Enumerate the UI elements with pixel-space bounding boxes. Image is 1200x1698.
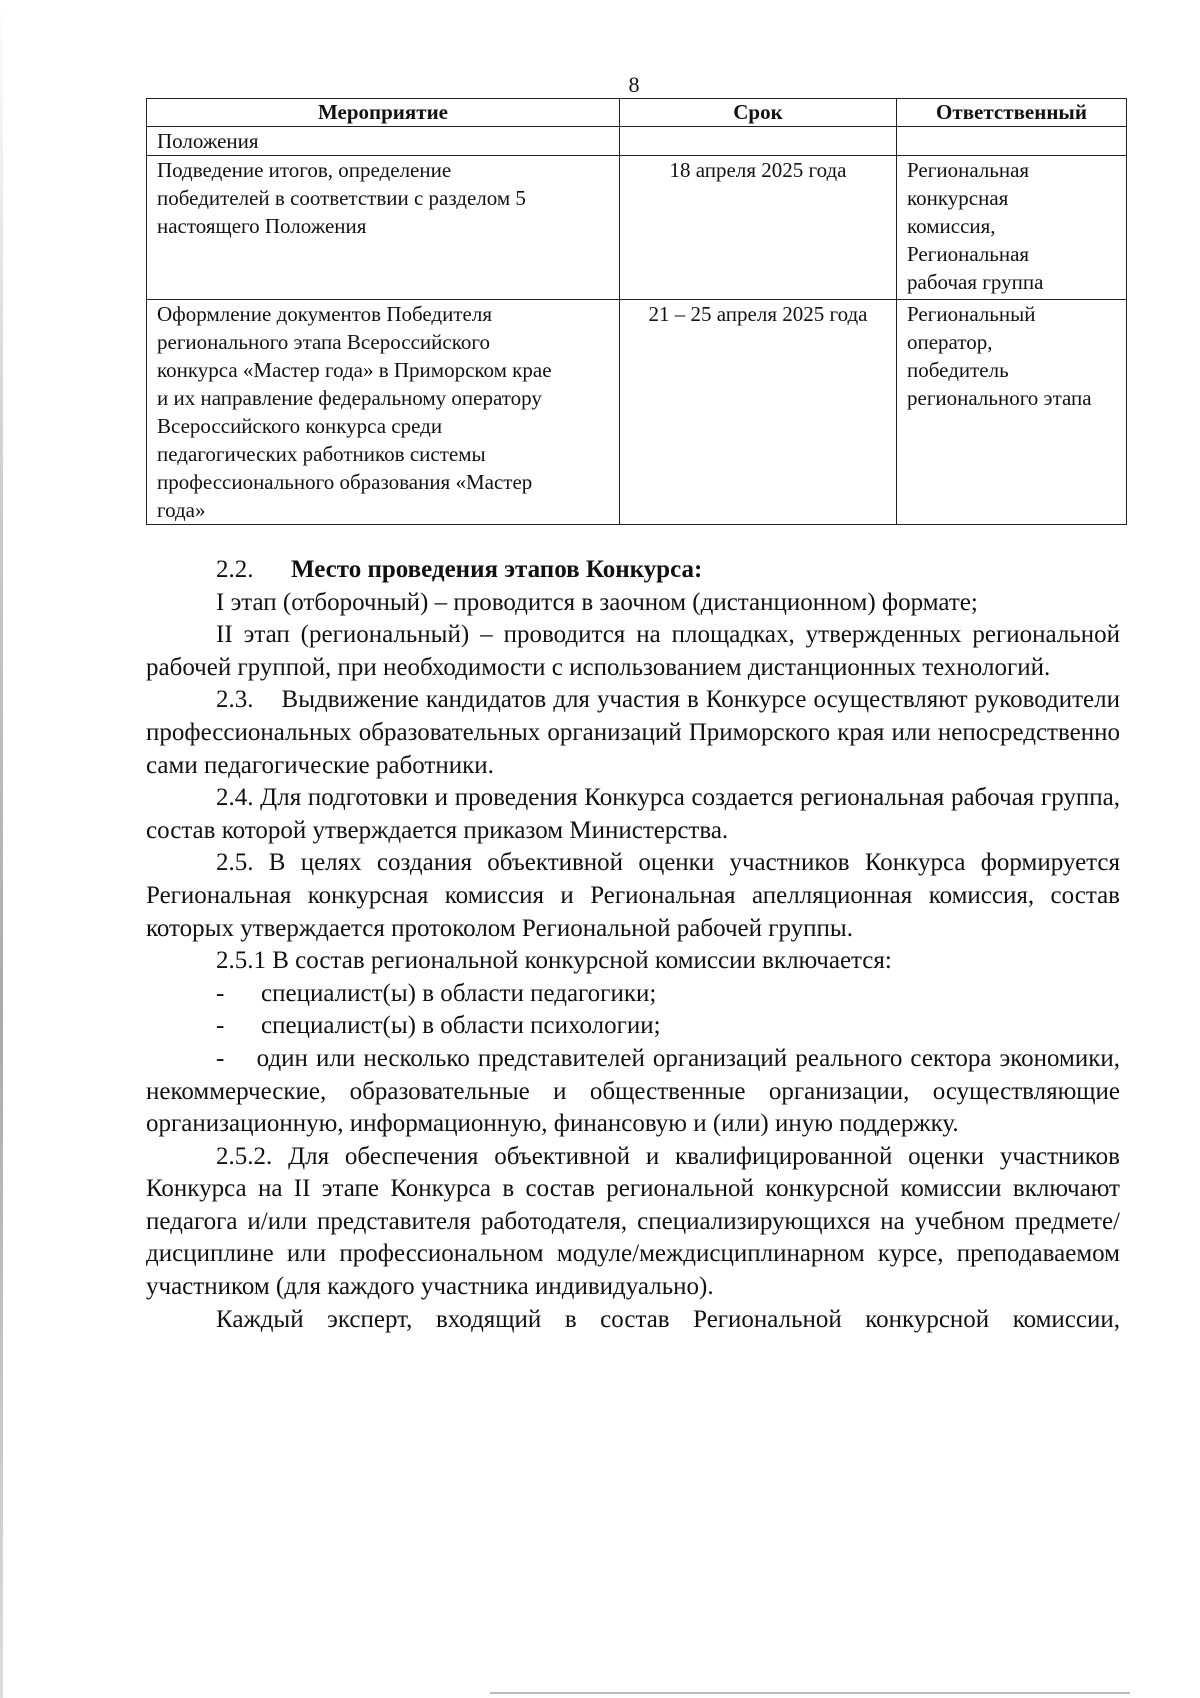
bullet-item [146,1010,1120,1043]
paragraph-2-5-2: 2.5.2. Для обеспечения объективной и квалифицированной оценки участников Конкурса на II этапе Конкурса в состав региональной конкурсной комиссии включают педагога и/или представителя работодателя, специализирующихся на учебном предмете/дисциплине или профессиональном модуле/междисциплинарном курсе, преподаваемом участником (для каждого участника индивидуально). [146,1142,1120,1301]
table-cell-event [147,300,620,525]
column-header-responsible: Ответственный [897,99,1127,127]
bullet-text: специалист(ы) в области педагогики; [261,979,657,1007]
paragraph-2-5: 2.5. В целях создания объективной оценки участников Конкурса формируется Региональная конкурсная комиссия и Региональная апелляционная комиссия, состав которых утверждается протоколом Региональной рабочей группы. [146,849,1120,942]
schedule-table [146,98,1127,525]
table-cell-event [147,127,620,156]
section-title: Место проведения этапов Конкурса: [291,556,703,583]
table-row [147,156,1127,300]
table-header-row [147,99,1127,127]
scan-edge [0,0,3,1698]
section-heading-2-2 [216,554,1120,587]
paragraph-2-4: 2.4. Для подготовки и проведения Конкурса создается региональная рабочая группа, состав которой утверждается приказом Министерства. [146,784,1120,844]
cell-text: 18 апреля 2025 года [669,158,847,182]
cell-text: 21 – 25 апреля 2025 года [648,302,868,326]
table-cell-responsible [897,127,1127,156]
paragraph-2-5-1: 2.5.1 В состав региональной конкурсной комиссии включается: [216,947,892,975]
bullet-dash: - [216,1012,225,1040]
bullet-dash: - [216,979,225,1007]
document-body [146,554,1120,1336]
cell-text: Региональная конкурсная комиссия, Региональная рабочая группа [907,158,1044,294]
table-row [147,127,1127,156]
paragraph-stage-2: II этап (региональный) – проводится на площадках, утвержденных региональной рабочей группой, при необходимости с использованием дистанционных технологий. [146,621,1120,681]
column-header-event: Мероприятие [147,99,620,127]
section-number: 2.2. [216,556,254,583]
bullet-text: специалист(ы) в области психологии; [261,1012,661,1040]
paragraph-2-3: 2.3. Выдвижение кандидатов для участия в Конкурсе осуществляют руководители профессиональных образовательных организаций Приморского края или непосредственно сами педагогические работники. [146,686,1120,779]
bullet-item-long: - один или несколько представителей организаций реального сектора экономики, некоммерческие, образовательные и общественные организации, осуществляющие организационную, информационную, финансовую и (или) иную поддержку. [146,1044,1120,1138]
bullet-item [146,978,1120,1011]
paragraph-stage-1: I этап (отборочный) – проводится в заочном (дистанционном) формате; [216,588,978,616]
table-cell-date [620,300,897,525]
table-cell-date [620,127,897,156]
scan-artifact [490,1692,1130,1694]
table-cell-responsible [897,156,1127,300]
column-header-date: Срок [620,99,897,127]
table-cell-responsible [897,300,1127,525]
cell-text: Региональный оператор, победитель регионального этапа [907,302,1092,410]
cell-text: Положения [157,129,259,153]
cell-text: Подведение итогов, определение победителей в соответствии с разделом 5 настоящего Положения [157,158,526,238]
table-cell-event [147,156,620,300]
page-number: 8 [628,72,640,97]
table-cell-date [620,156,897,300]
table-row [147,300,1127,525]
paragraph-expert: Каждый эксперт, входящий в состав Региональной конкурсной комиссии, [216,1305,1120,1333]
cell-text: Оформление документов Победителя регионального этапа Всероссийского конкурса «Мастер года» в Приморском крае и их направление федеральному оператору Всероссийского конкурса среди педагогических работников системы профессионального образования «Мастер года» [157,302,552,522]
